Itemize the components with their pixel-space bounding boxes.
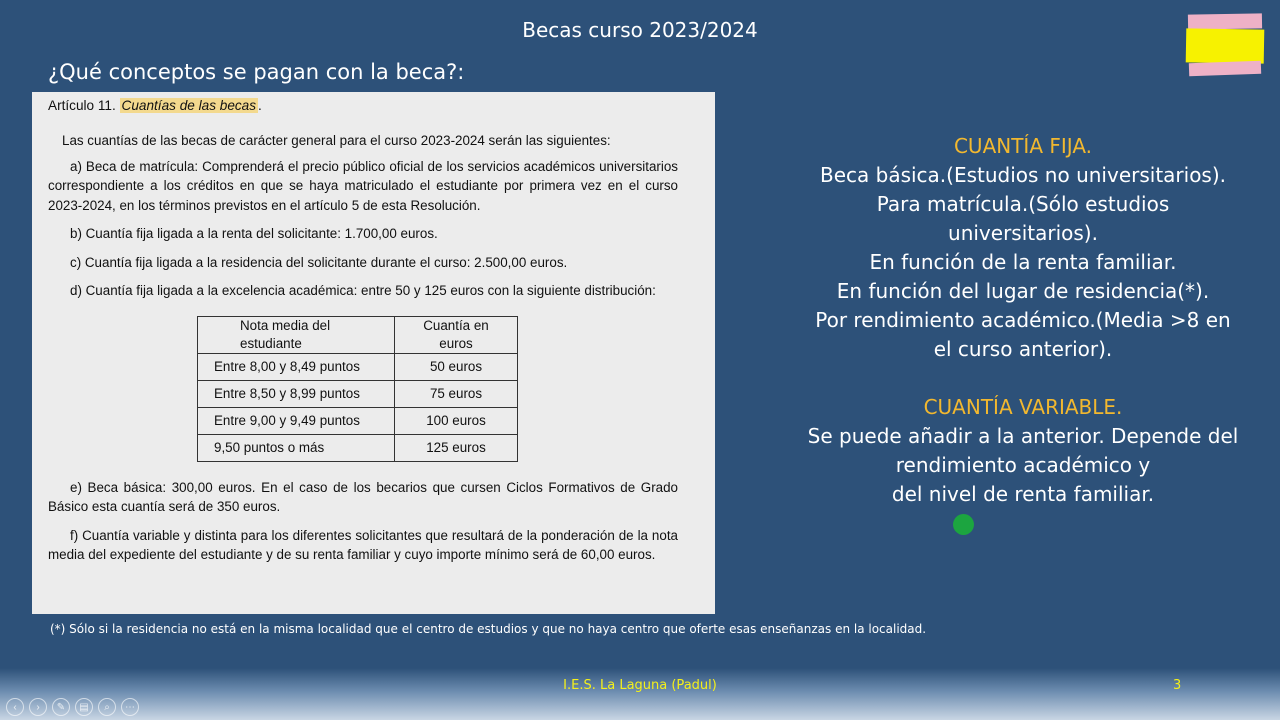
table-cell: 100 euros [395,407,518,434]
fija-line: En función del lugar de residencia(*). [836,279,1210,303]
article-heading [48,98,678,113]
zoom-icon[interactable]: ⌕ [98,698,116,716]
slide-title: Becas curso 2023/2024 [522,18,758,42]
fija-line: el curso anterior). [933,337,1113,361]
presentation-controls [6,698,139,716]
footer-band [0,668,1280,720]
table-cell: 50 euros [395,353,518,380]
slides-icon[interactable]: ▤ [75,698,93,716]
article-intro: Las cuantías de las becas de carácter general para el curso 2023-2024 serán las siguientes: [62,133,611,148]
previous-slide-icon[interactable]: ‹ [6,698,24,716]
table-cell: Entre 9,00 y 9,49 puntos [198,407,395,434]
fija-line: En función de la renta familiar. [869,250,1177,274]
article-prefix: Artículo 11. [48,98,116,113]
fija-line: universitarios). [948,221,1098,245]
page-number: 3 [1173,678,1182,693]
table-row [198,353,518,380]
table-header: Cuantía en euros [395,316,518,353]
table-cell: 9,50 puntos o más [198,434,395,461]
variable-line: rendimiento académico y [895,453,1151,477]
green-dot-icon [953,514,974,535]
article-suffix: . [258,98,262,113]
fija-line: Beca básica.(Estudios no universitarios). [819,163,1227,187]
slide-question: ¿Qué conceptos se pagan con la beca?: [48,60,465,84]
article-item-d: d) Cuantía fija ligada a la excelencia académica: entre 50 y 125 euros con la siguiente distribución: [70,283,656,298]
article-item-f: f) Cuantía variable y distinta para los diferentes solicitantes que resultará de la ponderación de la nota media del expediente del estudiante y de su renta familiar y cuyo importe mínimo será de 60,00 euros. [48,527,678,562]
table-row [198,380,518,407]
article-item-b: b) Cuantía fija ligada a la renta del solicitante: 1.700,00 euros. [70,226,438,241]
article-item-a: a) Beca de matrícula: Comprenderá el precio público oficial de los servicios académicos universitarios correspondiente a los créditos en que se haya matriculado el estudiante por primera vez en el curso 2023-2024, en los términos previstos en el artículo 5 de esta Resolución. [48,158,678,213]
fija-heading: CUANTÍA FIJA. [953,134,1093,158]
summary-panel [800,132,1246,509]
table-header-row [198,316,518,353]
table-row [198,434,518,461]
table-row [198,407,518,434]
variable-line: del nivel de renta familiar. [891,482,1155,506]
document-excerpt [32,92,715,614]
pen-icon[interactable]: ✎ [52,698,70,716]
more-options-icon[interactable]: ⋯ [121,698,139,716]
next-slide-icon[interactable]: › [29,698,47,716]
article-item-e: e) Beca básica: 300,00 euros. En el caso de los becarios que cursen Ciclos Formativos de Grado Básico esta cuantía será de 350 euros. [48,479,678,514]
footnote: (*) Sólo si la residencia no está en la misma localidad que el centro de estudios y que no haya centro que oferte esas enseñanzas en la localidad. [50,622,927,636]
table-header: Nota media del estudiante [198,316,395,353]
variable-line: Se puede añadir a la anterior. Depende del [807,424,1239,448]
flag-icon [1186,14,1264,76]
fija-line: Por rendimiento académico.(Media >8 en [815,308,1231,332]
variable-heading: CUANTÍA VARIABLE. [923,395,1123,419]
article-title: Cuantías de las becas [121,98,257,113]
footer-label: I.E.S. La Laguna (Padul) [563,678,717,693]
article-item-c: c) Cuantía fija ligada a la residencia del solicitante durante el curso: 2.500,00 euros. [70,254,568,270]
table-cell: 125 euros [395,434,518,461]
cuantias-table [197,316,518,462]
table-cell: Entre 8,00 y 8,49 puntos [198,353,395,380]
table-cell: 75 euros [395,380,518,407]
fija-line: Para matrícula.(Sólo estudios [876,192,1170,216]
table-cell: Entre 8,50 y 8,99 puntos [198,380,395,407]
